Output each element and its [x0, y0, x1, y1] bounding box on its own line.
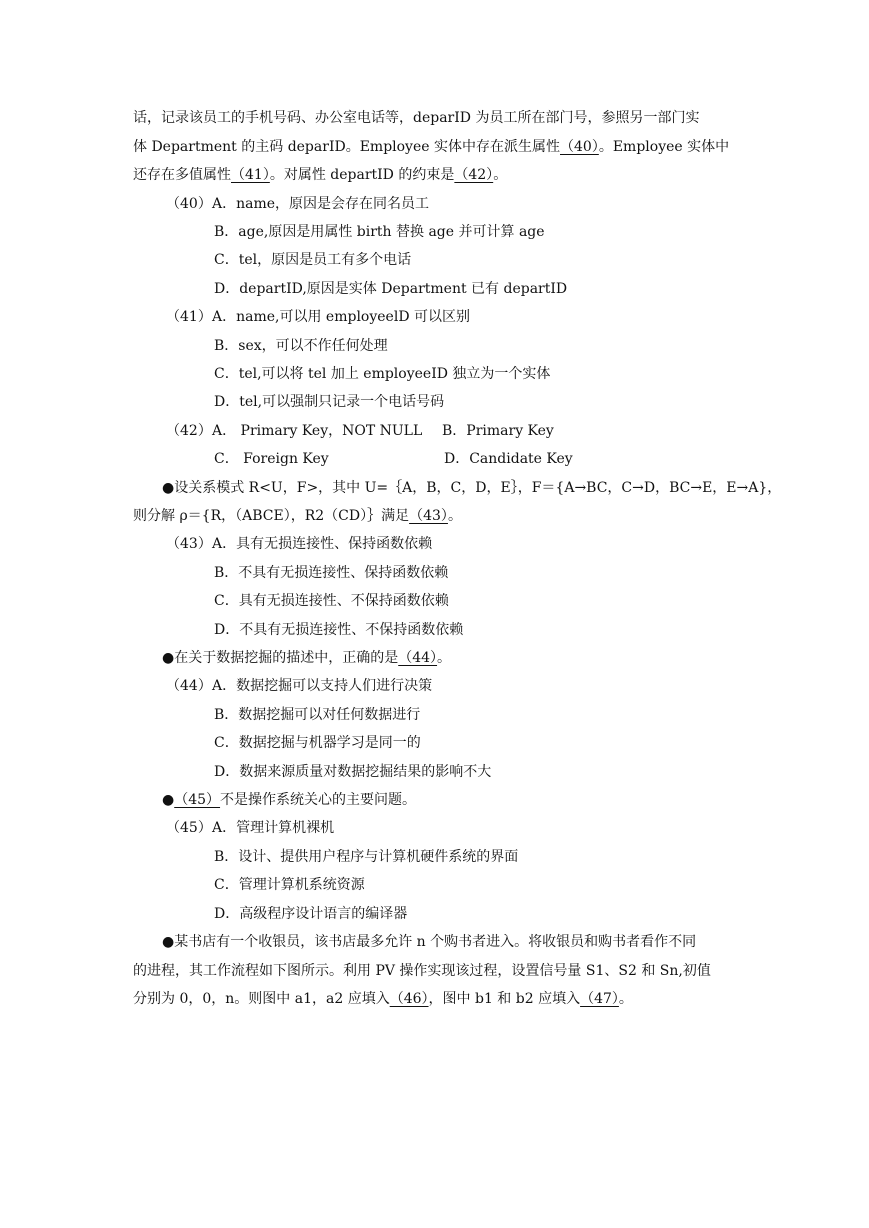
question-40-option-a: [166, 194, 429, 214]
answer-blank-44: （44）: [398, 650, 438, 666]
option-text: A．管理计算机裸机: [212, 820, 335, 836]
answer-blank-40: （40）: [560, 139, 599, 155]
option-text: A．name，原因是会存在同名员工: [212, 196, 430, 212]
problem-text: 不是操作系统关心的主要问题。: [220, 792, 417, 808]
question-number: （41）: [166, 309, 212, 325]
question-41-option-a: [166, 307, 470, 327]
option-text: A．数据挖掘可以支持人们进行决策: [212, 678, 433, 694]
option-text: B．sex，可以不作任何处理: [214, 338, 388, 354]
option-text: B．Primary Key: [442, 423, 554, 439]
problem-46-line-1: [162, 932, 696, 952]
problem-text: 则分解 ρ＝{R，（ABCE），R2（CD）｝满足: [133, 508, 410, 524]
question-40-option-c: [214, 250, 411, 270]
option-text: D．departID,原因是实体 Department 已有 departID: [214, 281, 568, 297]
problem-44: [162, 648, 451, 668]
question-number: （44）: [166, 678, 212, 694]
bullet-icon: ●: [162, 792, 175, 808]
question-44-option-b: [214, 705, 420, 725]
question-45-option-c: [214, 875, 365, 895]
option-text: C．tel，原因是员工有多个电话: [214, 252, 412, 268]
problem-text: 分别为 0，0，n。则图中 a1，a2 应填入: [133, 991, 390, 1007]
intro-line-1: [133, 108, 699, 128]
problem-text: ●在关于数据挖掘的描述中，正确的是: [162, 650, 399, 666]
option-text: D．Candidate Key: [444, 451, 573, 467]
problem-46-line-2: [133, 961, 711, 981]
intro-text: 还存在多值属性: [133, 167, 231, 183]
problem-46-line-3: [133, 989, 633, 1009]
problem-text: 的进程，其工作流程如下图所示。利用 PV 操作实现该过程，设置信号量 S1、S2 和 Sn,初值: [133, 963, 711, 979]
answer-blank-46: （46）: [389, 991, 429, 1007]
question-41-option-c: [214, 364, 550, 384]
problem-45: [162, 790, 416, 810]
question-44-option-d: [214, 762, 491, 782]
option-text: C． Foreign Key: [214, 451, 329, 467]
question-42-row-2: [214, 449, 573, 469]
option-text: A． Primary Key，NOT NULL: [212, 423, 423, 439]
intro-text: 。: [493, 167, 508, 183]
answer-blank-45: （45）: [174, 792, 221, 808]
answer-blank-41: （41）: [231, 167, 270, 183]
question-45-option-b: [214, 847, 518, 867]
intro-line-3: [133, 165, 507, 185]
question-number: （43）: [166, 536, 212, 552]
question-number: （45）: [166, 820, 212, 836]
problem-text: ●设关系模式 R<U，F>，其中 U=｛A，B，C，D，E｝，F＝{A→BC，C→D，BC→E，E→A}，: [162, 480, 782, 496]
question-40-option-b: [214, 222, 545, 242]
answer-blank-47: （47）: [580, 991, 619, 1007]
intro-text: 体 Department 的主码 deparID。Employee 实体中存在派生属性: [133, 139, 560, 155]
problem-text: 。: [618, 991, 633, 1007]
problem-text: ●某书店有一个收银员，该书店最多允许 n 个购书者进入。将收银员和购书者看作不同: [162, 934, 697, 950]
option-text: A．具有无损连接性、保持函数依赖: [212, 536, 433, 552]
question-43-option-a: [166, 534, 432, 554]
option-text: B．不具有无损连接性、保持函数依赖: [214, 565, 449, 581]
intro-text: 话，记录该员工的手机号码、办公室电话等，deparID 为员工所在部门号，参照另一部门实: [133, 110, 700, 126]
question-44-option-c: [214, 733, 421, 753]
option-text: A．name,可以用 employeelD 可以区别: [212, 309, 470, 325]
problem-43-line-2: [133, 506, 462, 526]
question-45-option-d: [214, 904, 407, 924]
question-40-option-d: [214, 279, 567, 299]
question-43-option-d: [214, 620, 463, 640]
option-text: D．tel,可以强制只记录一个电话号码: [214, 394, 445, 410]
question-43-option-c: [214, 591, 449, 611]
option-text: D．高级程序设计语言的编译器: [214, 906, 408, 922]
intro-text: 。对属性 departID 的约束是: [269, 167, 455, 183]
option-text: D．数据来源质量对数据挖掘结果的影响不大: [214, 764, 492, 780]
question-43-option-b: [214, 563, 448, 583]
intro-text: 。Employee 实体中: [598, 139, 730, 155]
problem-43-line-1: [162, 478, 781, 498]
problem-text: ，图中 b1 和 b2 应填入: [428, 991, 581, 1007]
question-42-row-1: [166, 421, 554, 441]
problem-text: 。: [447, 508, 462, 524]
intro-line-2: [133, 137, 729, 157]
option-text: C．管理计算机系统资源: [214, 877, 365, 893]
question-41-option-d: [214, 392, 444, 412]
question-41-option-b: [214, 336, 388, 356]
problem-text: 。: [437, 650, 452, 666]
option-text: B．设计、提供用户程序与计算机硬件系统的界面: [214, 849, 519, 865]
question-number: （42）: [166, 423, 212, 439]
option-text: C．数据挖掘与机器学习是同一的: [214, 735, 421, 751]
question-number: （40）: [166, 196, 212, 212]
option-text: B．数据挖掘可以对任何数据进行: [214, 707, 421, 723]
answer-blank-43: （43）: [409, 508, 448, 524]
option-text: B．age,原因是用属性 birth 替换 age 并可计算 age: [214, 224, 545, 240]
answer-blank-42: （42）: [454, 167, 494, 183]
option-text: C．tel,可以将 tel 加上 employeeID 独立为一个实体: [214, 366, 551, 382]
option-text: D．不具有无损连接性、不保持函数依赖: [214, 622, 464, 638]
option-text: C．具有无损连接性、不保持函数依赖: [214, 593, 449, 609]
question-44-option-a: [166, 676, 432, 696]
question-45-option-a: [166, 818, 334, 838]
